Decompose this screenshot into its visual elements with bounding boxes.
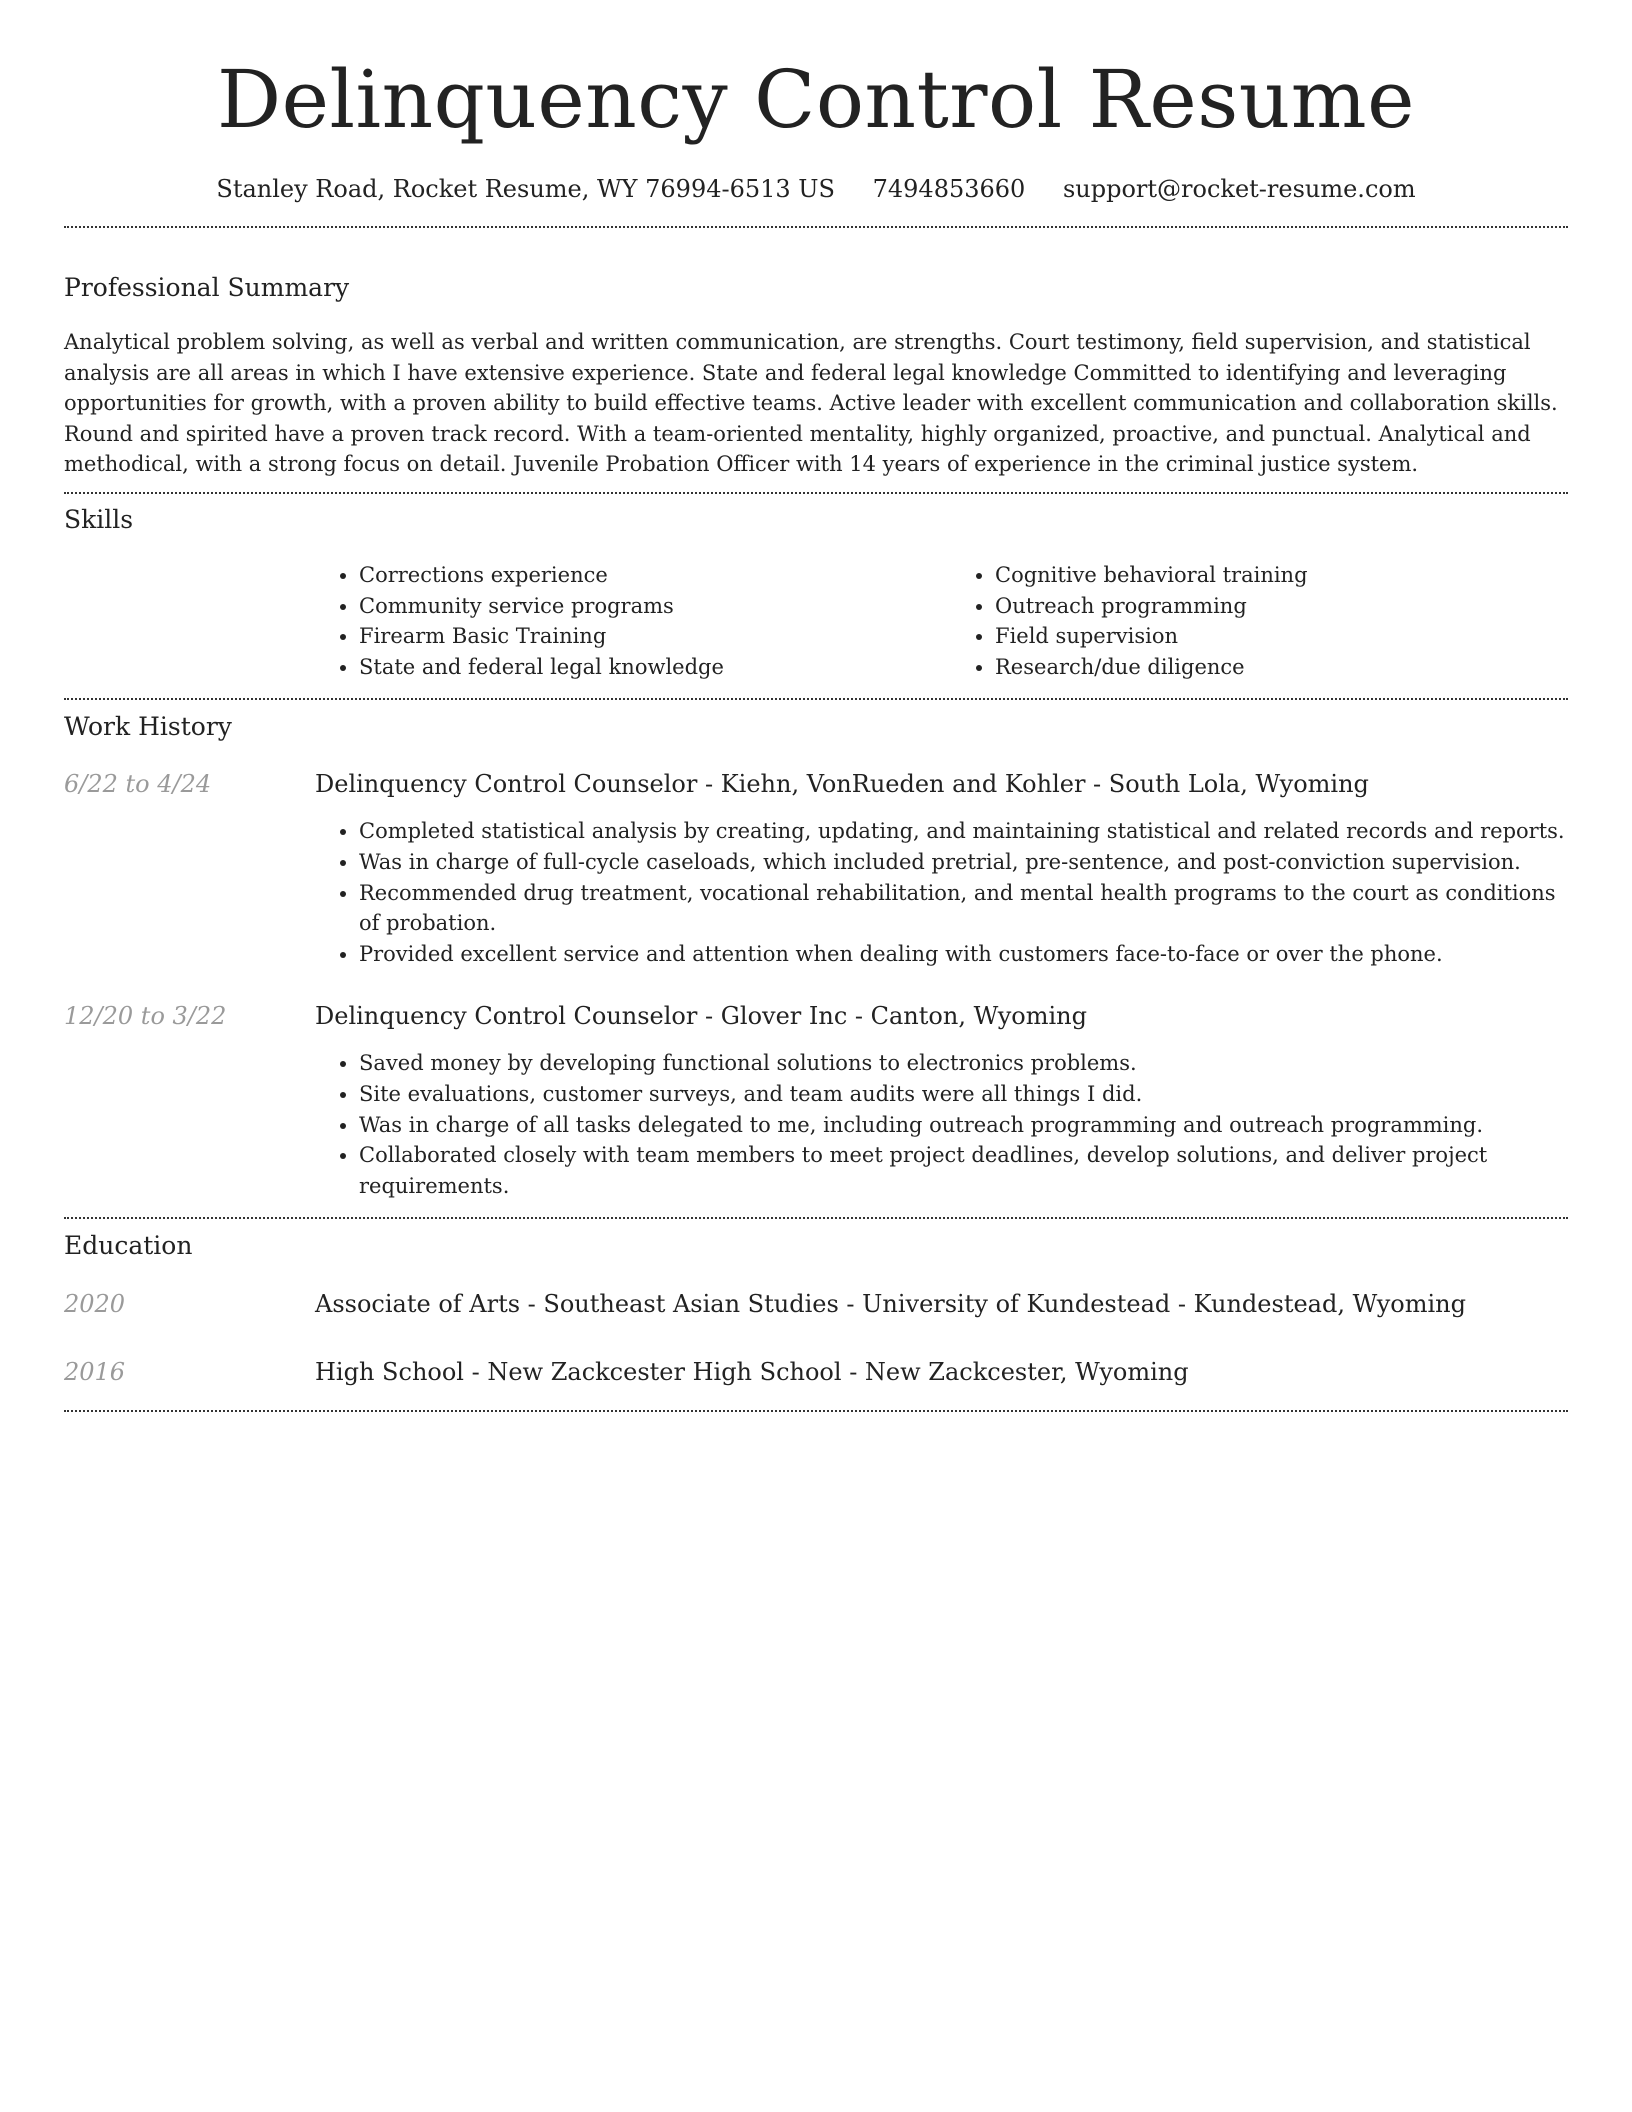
divider xyxy=(64,492,1568,494)
education-degree: High School xyxy=(315,1358,464,1387)
contact-phone: 7494853660 xyxy=(872,175,1026,203)
education-date: 2020 xyxy=(64,1290,126,1319)
job-title xyxy=(315,769,1568,799)
divider xyxy=(64,1217,1568,1219)
education-degree: Associate of Arts - Southeast Asian Studies xyxy=(315,1290,839,1319)
job-employer: - Kiehn, VonRueden and Kohler - South Lola, Wyoming xyxy=(697,770,1369,799)
skill-item: • Corrections experience xyxy=(359,560,929,591)
education-heading: Education xyxy=(64,1231,193,1261)
job-bullet: • Recommended drug treatment, vocational rehabilitation, and mental health programs to the court as conditions of probation. xyxy=(359,878,1568,939)
skills-column-left xyxy=(315,560,929,682)
education-section xyxy=(64,1231,1568,1387)
resume-title: Delinquency Control Resume xyxy=(216,53,1416,146)
education-school: - New Zackcester High School - New Zackcester, Wyoming xyxy=(463,1358,1189,1387)
skills-heading: Skills xyxy=(64,504,134,534)
job-entry xyxy=(64,1001,1568,1201)
skills-column-right xyxy=(951,560,1565,682)
job-body xyxy=(315,1001,1568,1201)
education-date: 2016 xyxy=(64,1358,126,1387)
skill-item: • Firearm Basic Training xyxy=(359,621,929,652)
job-employer: - Glover Inc - Canton, Wyoming xyxy=(697,1002,1087,1031)
contact-address: Stanley Road, Rocket Resume, WY 76994-6513 US xyxy=(216,175,835,203)
job-body xyxy=(315,769,1568,969)
divider xyxy=(64,1410,1568,1412)
job-bullets xyxy=(315,816,1568,969)
job-bullet: • Collaborated closely with team members to meet project deadlines, develop solutions, and deliver project requirements. xyxy=(359,1140,1568,1201)
job-role: Delinquency Control Counselor xyxy=(315,1002,698,1031)
skills-list xyxy=(315,560,1568,682)
education-school: - University of Kundestead - Kundestead, Wyoming xyxy=(838,1290,1466,1319)
job-entry xyxy=(64,769,1568,969)
education-entry xyxy=(64,1289,1568,1319)
skill-item: • Cognitive behavioral training xyxy=(995,560,1565,591)
job-title xyxy=(315,1001,1568,1031)
education-entry xyxy=(64,1357,1568,1387)
divider xyxy=(64,226,1568,228)
job-bullet: • Was in charge of all tasks delegated to me, including outreach programming and outreach programming. xyxy=(359,1110,1568,1141)
job-role: Delinquency Control Counselor xyxy=(315,770,698,799)
resume-page xyxy=(64,0,1568,1412)
summary-text: Analytical problem solving, as well as verbal and written communication, are strengths. Court testimony, field supervision, and statistical analysis are all areas in which I have extensive experience. State and federal legal knowledge Committed to identifying and leveraging opportunities for growth, with a proven ability to build effective teams. Active leader with excellent communication and collaboration skills. Round and spirited have a proven track record. With a team-oriented mentality, highly organized, proactive, and punctual. Analytical and methodical, with a strong focus on detail. Juvenile Probation Officer with 14 years of experience in the criminal justice system. xyxy=(64,330,1558,477)
work-section xyxy=(64,712,1568,1201)
job-date: 6/22 to 4/24 xyxy=(64,770,212,799)
skill-item: • Field supervision xyxy=(995,621,1565,652)
job-bullet: • Completed statistical analysis by creating, updating, and maintaining statistical and related records and reports. xyxy=(359,816,1568,847)
skill-item: • Community service programs xyxy=(359,591,929,622)
skills-section xyxy=(64,505,1568,682)
divider xyxy=(64,698,1568,700)
job-date: 12/20 to 3/22 xyxy=(64,1002,227,1031)
education-detail xyxy=(315,1289,1466,1319)
skill-item: • Research/due diligence xyxy=(995,652,1565,683)
skill-item: • Outreach programming xyxy=(995,591,1565,622)
contact-email: support@rocket-resume.com xyxy=(1062,175,1416,203)
job-bullet: • Saved money by developing functional solutions to electronics problems. xyxy=(359,1048,1568,1079)
contact-line xyxy=(64,174,1568,204)
job-bullets xyxy=(315,1048,1568,1201)
job-bullet: • Site evaluations, customer surveys, and team audits were all things I did. xyxy=(359,1079,1568,1110)
skill-item: • State and federal legal knowledge xyxy=(359,652,929,683)
work-heading: Work History xyxy=(64,712,232,742)
job-bullet: • Was in charge of full-cycle caseloads, which included pretrial, pre-sentence, and post-conviction supervision. xyxy=(359,847,1568,878)
job-bullet: • Provided excellent service and attention when dealing with customers face-to-face or over the phone. xyxy=(359,939,1568,970)
summary-heading: Professional Summary xyxy=(64,273,350,302)
education-detail xyxy=(315,1357,1189,1387)
summary-section xyxy=(64,273,1568,480)
